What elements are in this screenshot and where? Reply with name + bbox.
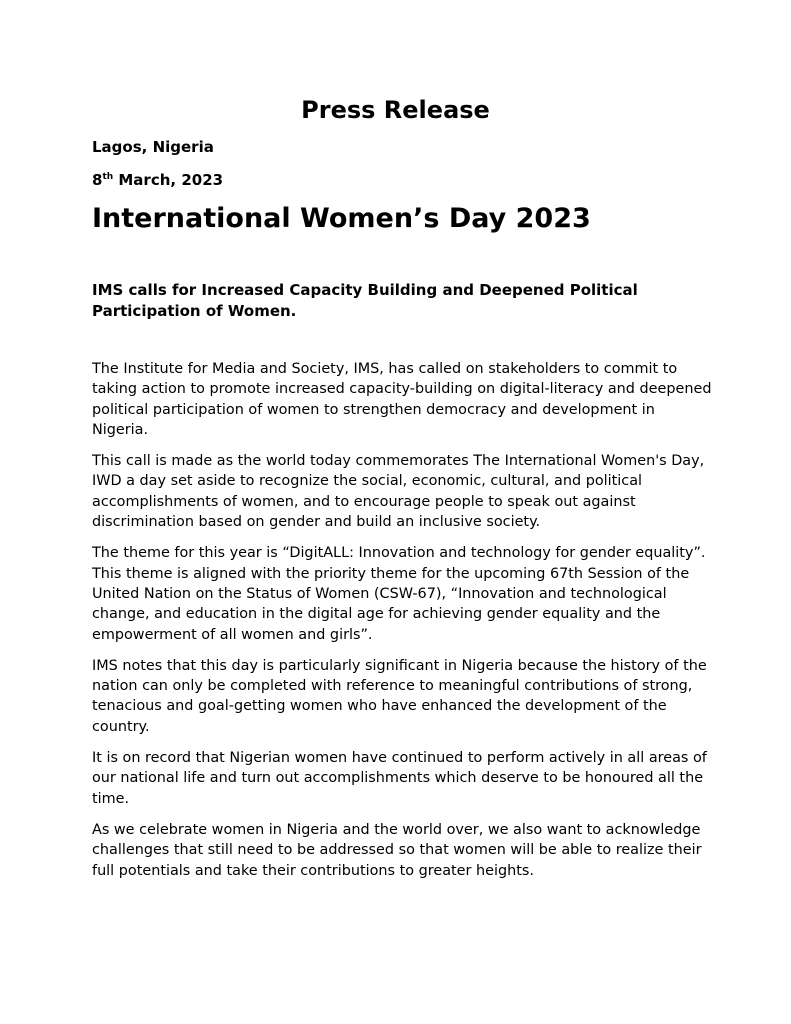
date-ordinal-suffix: th [102,172,114,182]
location-line: Lagos, Nigeria [92,138,214,156]
headline: International Women’s Day 2023 [92,203,591,234]
body-paragraph: As we celebrate women in Nigeria and the world over, we also want to acknowledge challenges that still need to be addressed so that women will be able to realize their full potentials and take their contributions to greater heights. [92,821,702,879]
date-day: 8 [92,171,103,189]
page-title: Press Release [301,96,490,124]
subheadline: IMS calls for Increased Capacity Building and Deepened Political Participation of Women. [92,281,638,320]
body-paragraph: IMS notes that this day is particularly significant in Nigeria because the history of the nation can only be completed with reference to meaningful contributions of strong, tenacious and goal-getting women who have enhanced the development of the country. [92,657,707,735]
date-month-year: March, 2023 [113,171,224,189]
body-text [92,359,712,892]
date-line [92,170,223,190]
body-paragraph: The theme for this year is “DigitALL: Innovation and technology for gender equality”. This theme is aligned with the priority theme for the upcoming 67th Session of the United Nation on the Status of Women (CSW-67), “Innovation and technological change, and education in the digital age for achieving gender equality and the empowerment of all women and girls”. [92,545,706,643]
body-paragraph: The Institute for Media and Society, IMS, has called on stakeholders to commit to taking action to promote increased capacity-building on digital-literacy and deepened political participation of women to strengthen democracy and development in Nigeria. [92,361,712,438]
body-paragraph: It is on record that Nigerian women have continued to perform actively in all areas of our national life and turn out accomplishments which deserve to be honoured all the time. [92,750,707,807]
body-paragraph: This call is made as the world today commemorates The International Women's Day, IWD a day set aside to recognize the social, economic, cultural, and political accomplishments of women, and to encourage people to speak out against discrimination based on gender and build an inclusive society. [92,453,705,531]
